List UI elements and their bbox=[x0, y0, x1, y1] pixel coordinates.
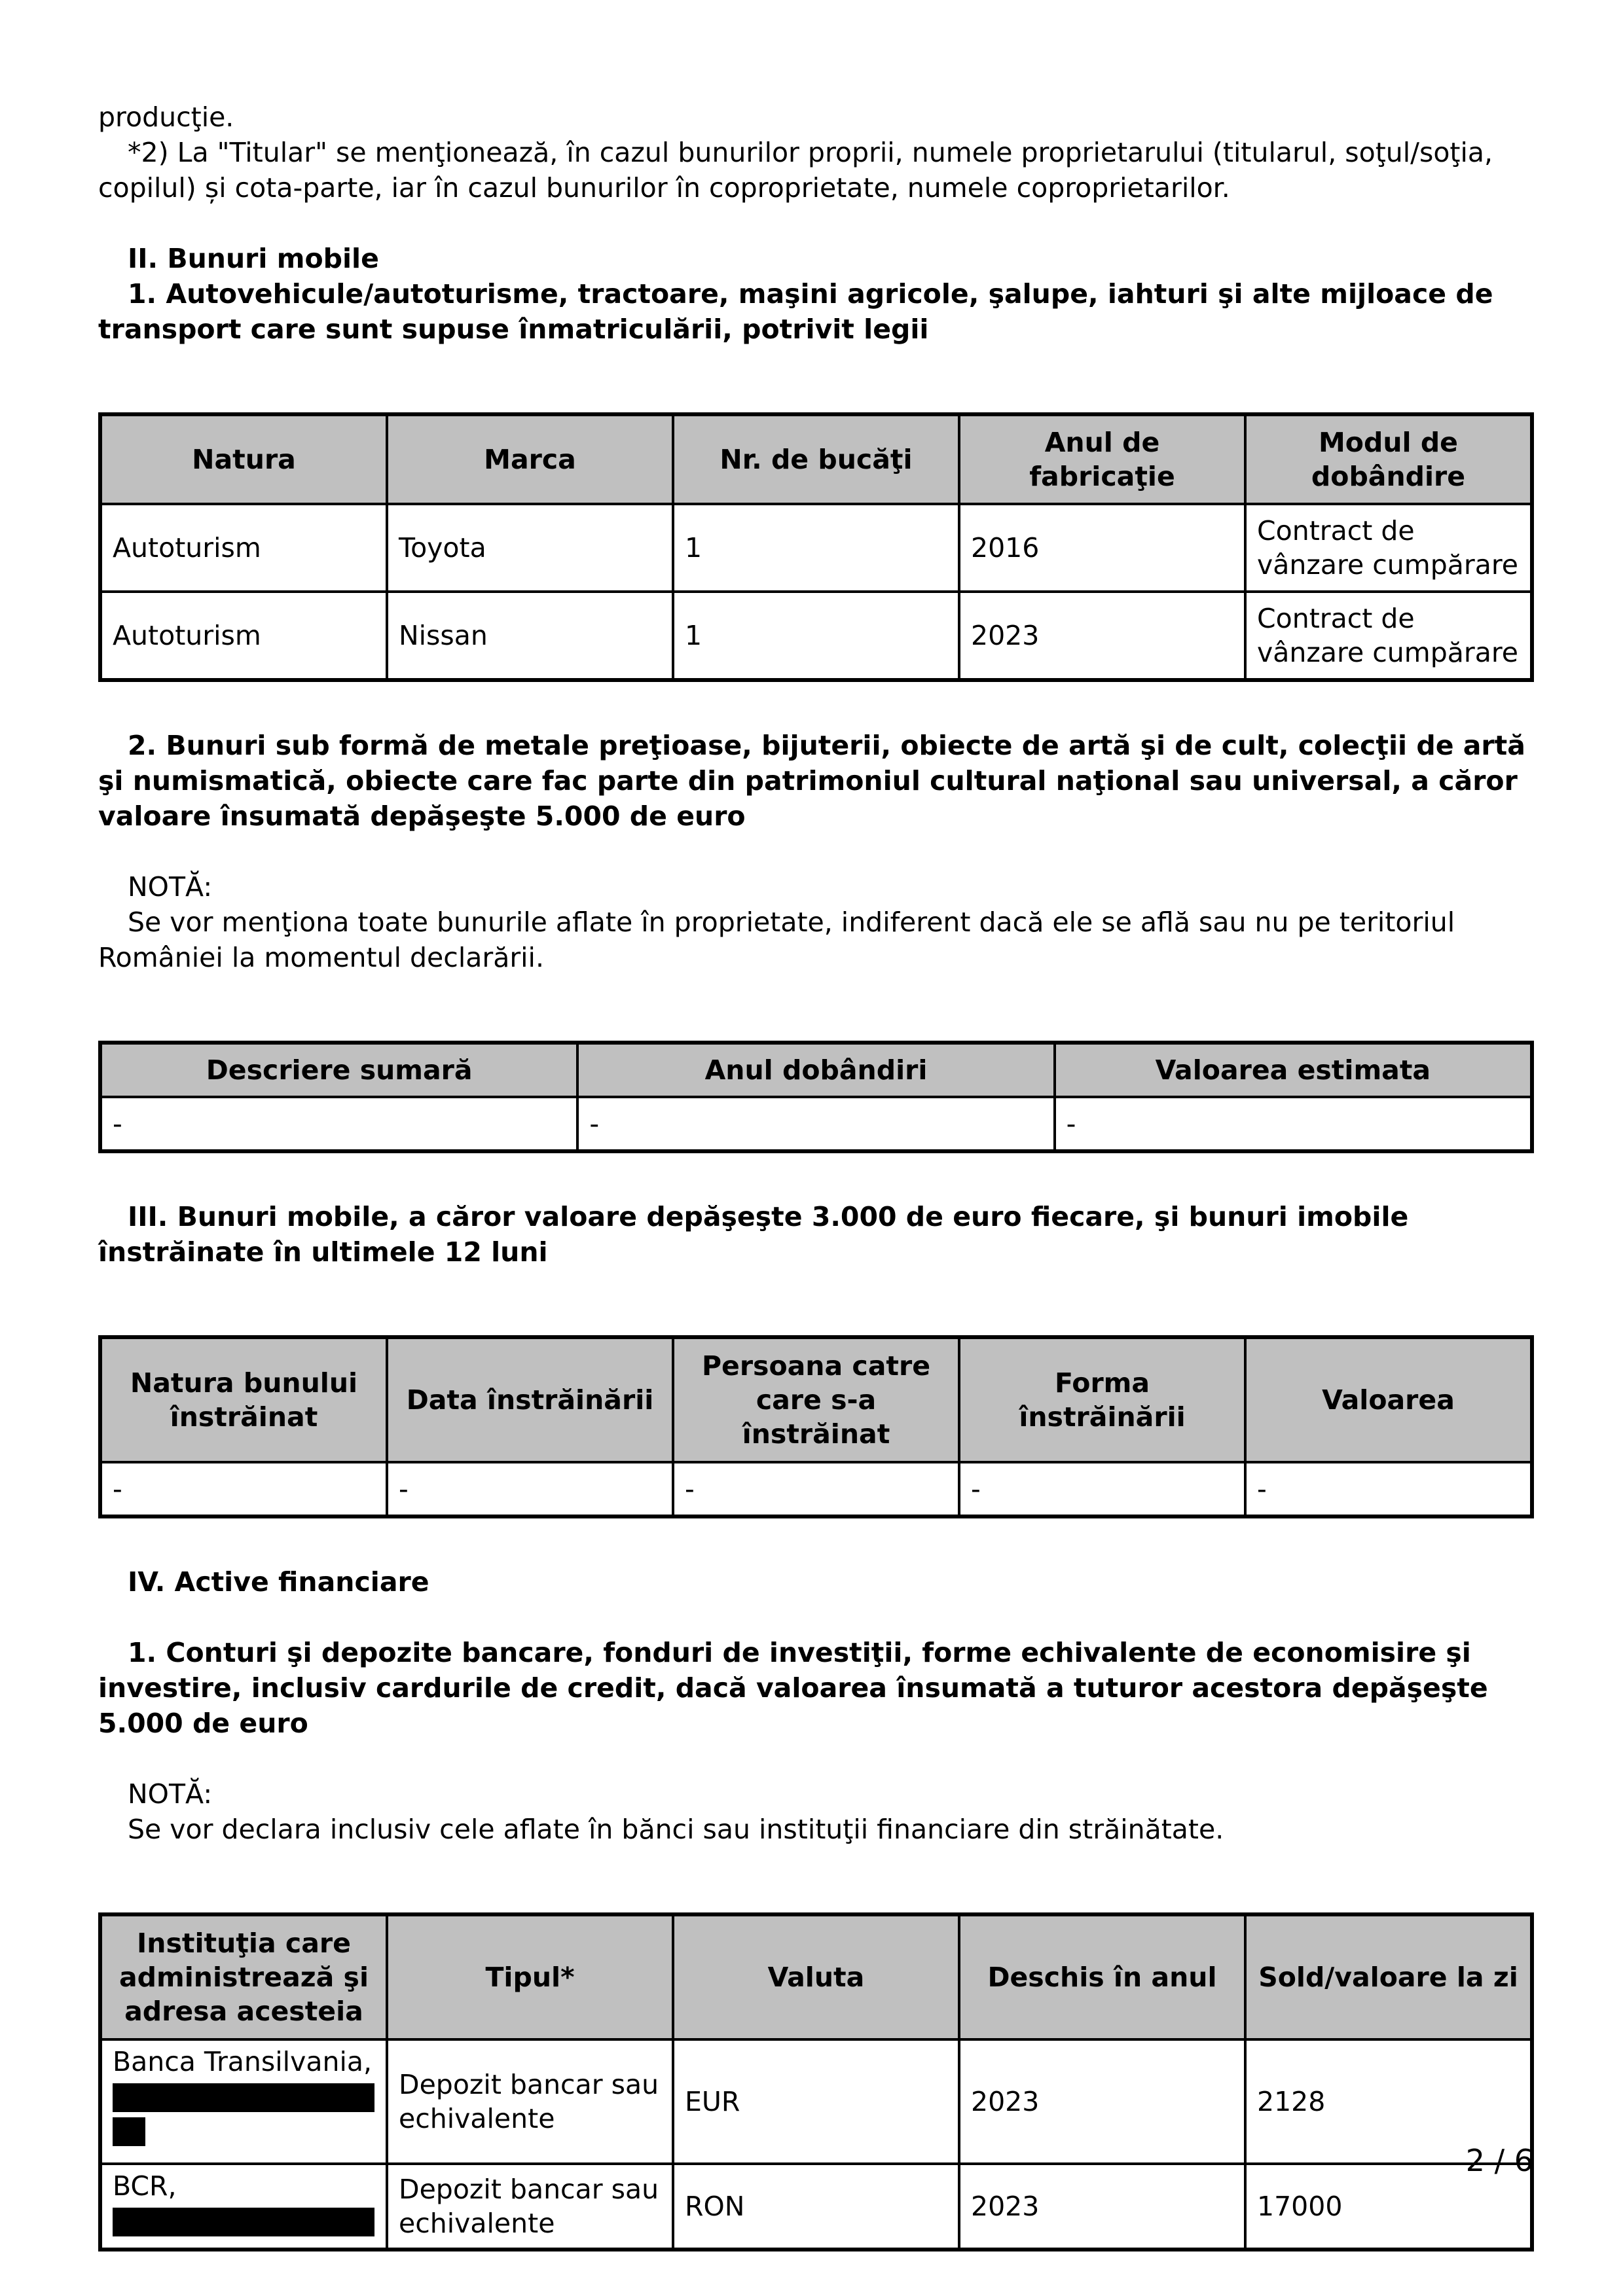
institution-name: Banca Transilvania, bbox=[113, 2046, 372, 2077]
table-cell: Autoturism bbox=[101, 504, 387, 592]
vehicles-table bbox=[98, 412, 1534, 682]
nota-text: Se vor declara inclusiv cele aflate în bănci sau instituţii financiare din străinătate. bbox=[128, 1814, 1224, 1845]
table-cell: - bbox=[673, 1462, 959, 1516]
table-row bbox=[101, 504, 1531, 592]
table-cell: Depozit bancar sau echivalente bbox=[387, 2039, 673, 2164]
intro-line: producţie. bbox=[98, 101, 234, 133]
section-ii-title: II. Bunuri mobile bbox=[128, 243, 379, 274]
table-header: Data înstrăinării bbox=[387, 1338, 673, 1462]
table-row bbox=[101, 1097, 1531, 1151]
document-page bbox=[98, 99, 1533, 2251]
redaction-bar bbox=[113, 2083, 374, 2112]
section-ii-1-title: 1. Autovehicule/autoturisme, tractoare, maşini agricole, şalupe, iahturi şi alte mijloace de transport care sunt supuse înmatriculării, potrivit legii bbox=[98, 278, 1493, 345]
table-cell: - bbox=[1245, 1462, 1531, 1516]
table-row bbox=[101, 592, 1531, 679]
table-row bbox=[101, 2164, 1531, 2249]
table-header: Nr. de bucăţi bbox=[673, 415, 959, 504]
table-cell: 1 bbox=[673, 504, 959, 592]
table-cell: 2023 bbox=[959, 2039, 1245, 2164]
table-header: Forma înstrăinării bbox=[959, 1338, 1245, 1462]
section-iii-title: III. Bunuri mobile, a căror valoare depăşeşte 3.000 de euro fiecare, şi bunuri imobile înstrăinate în ultimele 12 luni bbox=[98, 1201, 1409, 1268]
table-cell: Contract de vânzare cumpărare bbox=[1245, 504, 1531, 592]
page-number: 2 / 6 bbox=[1465, 2143, 1533, 2178]
table-header: Natura bunului înstrăinat bbox=[101, 1338, 387, 1462]
redaction-bar bbox=[113, 2117, 145, 2146]
table-cell: Nissan bbox=[387, 592, 673, 679]
table-header: Natura bbox=[101, 415, 387, 504]
table-cell: 2016 bbox=[959, 504, 1245, 592]
nota-text: Se vor menţiona toate bunurile aflate în proprietate, indiferent dacă ele se află sau nu pe teritoriul României la momentul declarării. bbox=[98, 906, 1455, 973]
valuables-table bbox=[98, 1041, 1534, 1153]
table-cell: 1 bbox=[673, 592, 959, 679]
table-cell: Autoturism bbox=[101, 592, 387, 679]
table-cell: Depozit bancar sau echivalente bbox=[387, 2164, 673, 2249]
table-header: Valuta bbox=[673, 1915, 959, 2039]
table-header: Valoarea estimata bbox=[1055, 1043, 1531, 1097]
table-header: Descriere sumară bbox=[101, 1043, 577, 1097]
table-header: Tipul* bbox=[387, 1915, 673, 2039]
table-cell bbox=[101, 2039, 387, 2164]
table-header: Instituţia care administrează şi adresa acesteia bbox=[101, 1915, 387, 2039]
titular-note: *2) La "Titular" se menţionează, în cazul bunurilor proprii, numele proprietarului (titularul, soţul/soţia, copilul) și cota-parte, iar în cazul bunurilor în coproprietate, numele coproprietarilor. bbox=[98, 137, 1493, 204]
table-header: Anul dobândiri bbox=[577, 1043, 1054, 1097]
table-header: Marca bbox=[387, 415, 673, 504]
table-cell: - bbox=[959, 1462, 1245, 1516]
nota-label: NOTĂ: bbox=[128, 871, 213, 903]
table-cell: - bbox=[101, 1097, 577, 1151]
nota-label: NOTĂ: bbox=[128, 1778, 213, 1810]
table-cell: Toyota bbox=[387, 504, 673, 592]
section-iv-title: IV. Active financiare bbox=[128, 1566, 429, 1598]
section-iv-1-title: 1. Conturi şi depozite bancare, fonduri de investiţii, forme echivalente de economisire şi investire, inclusiv cardurile de credit, dacă valoarea însumată a tuturor acestora depăşeşte 5.000 de euro bbox=[98, 1637, 1488, 1739]
table-cell: - bbox=[577, 1097, 1054, 1151]
table-cell: 17000 bbox=[1245, 2164, 1531, 2249]
table-cell: 2023 bbox=[959, 592, 1245, 679]
table-cell: 2023 bbox=[959, 2164, 1245, 2249]
table-row bbox=[101, 1462, 1531, 1516]
table-row bbox=[101, 2039, 1531, 2164]
table-cell: - bbox=[387, 1462, 673, 1516]
table-header: Deschis în anul bbox=[959, 1915, 1245, 2039]
table-header: Persoana catre care s-a înstrăinat bbox=[673, 1338, 959, 1462]
table-header: Anul de fabricaţie bbox=[959, 415, 1245, 504]
redaction-bar bbox=[113, 2208, 374, 2236]
table-cell: EUR bbox=[673, 2039, 959, 2164]
institution-name: BCR, bbox=[113, 2170, 177, 2202]
table-header: Modul de dobândire bbox=[1245, 415, 1531, 504]
table-header: Sold/valoare la zi bbox=[1245, 1915, 1531, 2039]
table-cell: 2128 bbox=[1245, 2039, 1531, 2164]
section-ii-2-title: 2. Bunuri sub formă de metale preţioase, bijuterii, obiecte de artă şi de cult, colecţii de artă şi numismatică, obiecte care fac parte din patrimoniul cultural naţional sau universal, a căror valoare însumată depăşeşte 5.000 de euro bbox=[98, 730, 1525, 832]
alienated-goods-table bbox=[98, 1335, 1534, 1518]
table-cell: - bbox=[1055, 1097, 1531, 1151]
table-cell: Contract de vânzare cumpărare bbox=[1245, 592, 1531, 679]
table-cell: - bbox=[101, 1462, 387, 1516]
table-header: Valoarea bbox=[1245, 1338, 1531, 1462]
table-cell bbox=[101, 2164, 387, 2249]
bank-accounts-table bbox=[98, 1912, 1534, 2251]
table-cell: RON bbox=[673, 2164, 959, 2249]
